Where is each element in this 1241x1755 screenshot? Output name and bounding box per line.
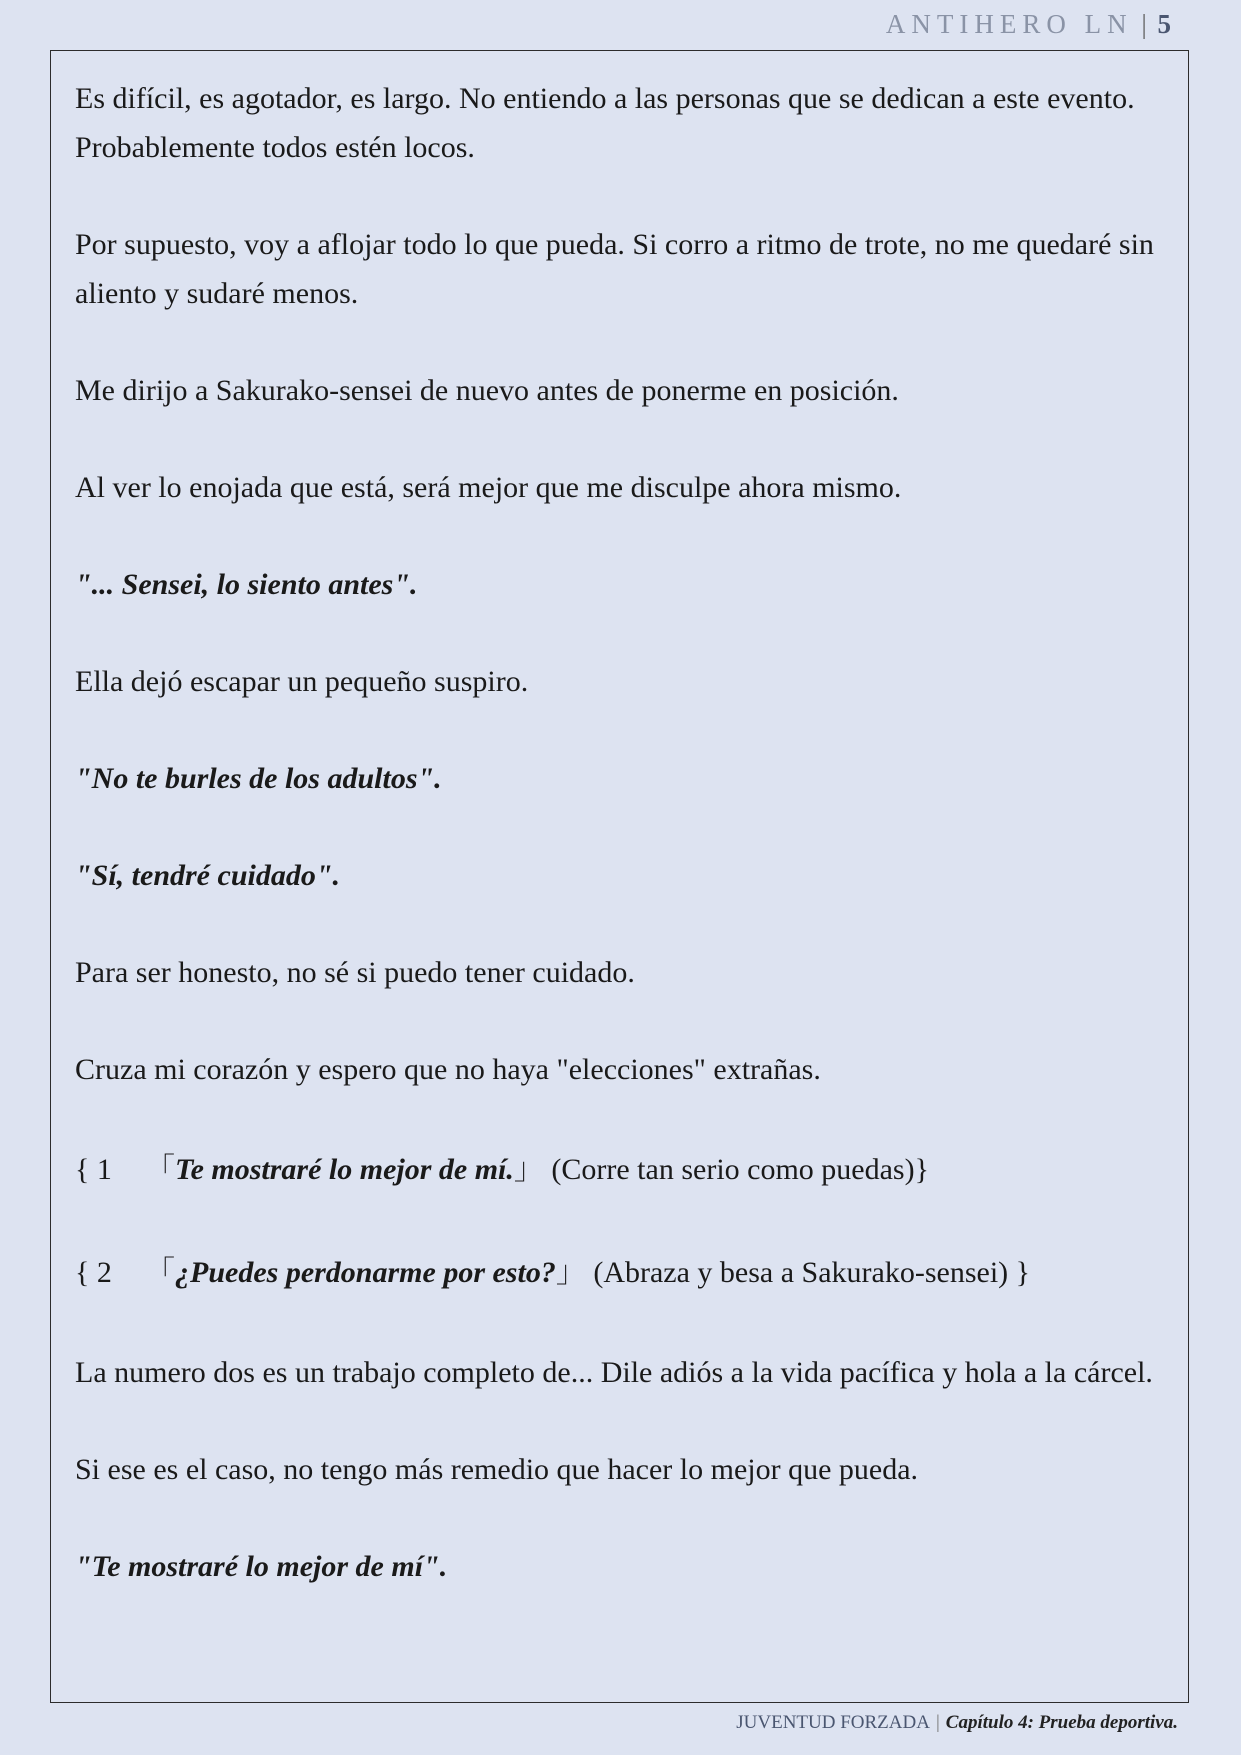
choice-number: { 1 [75, 1153, 112, 1186]
page-header [886, 6, 1171, 42]
choice-quote-open: 「 [145, 1153, 175, 1186]
header-brand: ANTIHERO LN [885, 9, 1133, 39]
choice-number: { 2 [75, 1256, 112, 1289]
page-footer [736, 1712, 1178, 1734]
choice-quote-open: 「 [145, 1256, 175, 1289]
choice-note: (Corre tan serio como puedas)} [543, 1153, 929, 1186]
paragraph: Por supuesto, voy a aflojar todo lo que pueda. Si corro a ritmo de trote, no me quedaré sin aliento y sudaré menos. [75, 228, 1154, 310]
paragraph: Es difícil, es agotador, es largo. No entiendo a las personas que se dedican a este evento. Probablemente todos estén locos. [75, 82, 1135, 164]
paragraph: Para ser honesto, no sé si puedo tener cuidado. [75, 956, 635, 989]
choice-text: ¿Puedes perdonarme por esto? [175, 1256, 556, 1289]
page-body [75, 74, 1170, 1639]
paragraph: La numero dos es un trabajo completo de... Dile adiós a la vida pacífica y hola a la cárcel. [75, 1356, 1153, 1389]
choice-quote-close: 」 [555, 1256, 586, 1289]
dialogue-line: "... Sensei, lo siento antes". [75, 568, 418, 601]
paragraph: Al ver lo enojada que está, será mejor que me disculpe ahora mismo. [75, 471, 902, 504]
dialogue-line: "Te mostraré lo mejor de mí". [75, 1550, 448, 1583]
choice-option-1 [75, 1142, 1170, 1197]
choice-quote-close: 」 [513, 1153, 544, 1186]
book-title: JUVENTUD FORZADA [736, 1712, 930, 1733]
dialogue-line: "Sí, tendré cuidado". [75, 859, 340, 892]
choice-text: Te mostraré lo mejor de mí. [175, 1153, 514, 1186]
paragraph: Me dirijo a Sakurako-sensei de nuevo antes de ponerme en posición. [75, 374, 899, 407]
paragraph: Si ese es el caso, no tengo más remedio que hacer lo mejor que pueda. [75, 1453, 919, 1486]
paragraph: Ella dejó escapar un pequeño suspiro. [75, 665, 529, 698]
header-separator: | [1141, 9, 1147, 39]
choice-option-2 [75, 1245, 1170, 1300]
footer-separator: | [935, 1712, 940, 1733]
paragraph: Cruza mi corazón y espero que no haya "elecciones" extrañas. [75, 1053, 821, 1086]
chapter-title: Capítulo 4: Prueba deportiva. [945, 1712, 1178, 1733]
dialogue-line: "No te burles de los adultos". [75, 762, 442, 795]
choice-note: (Abraza y besa a Sakurako-sensei) } [585, 1256, 1031, 1289]
page-number: 5 [1157, 9, 1171, 39]
